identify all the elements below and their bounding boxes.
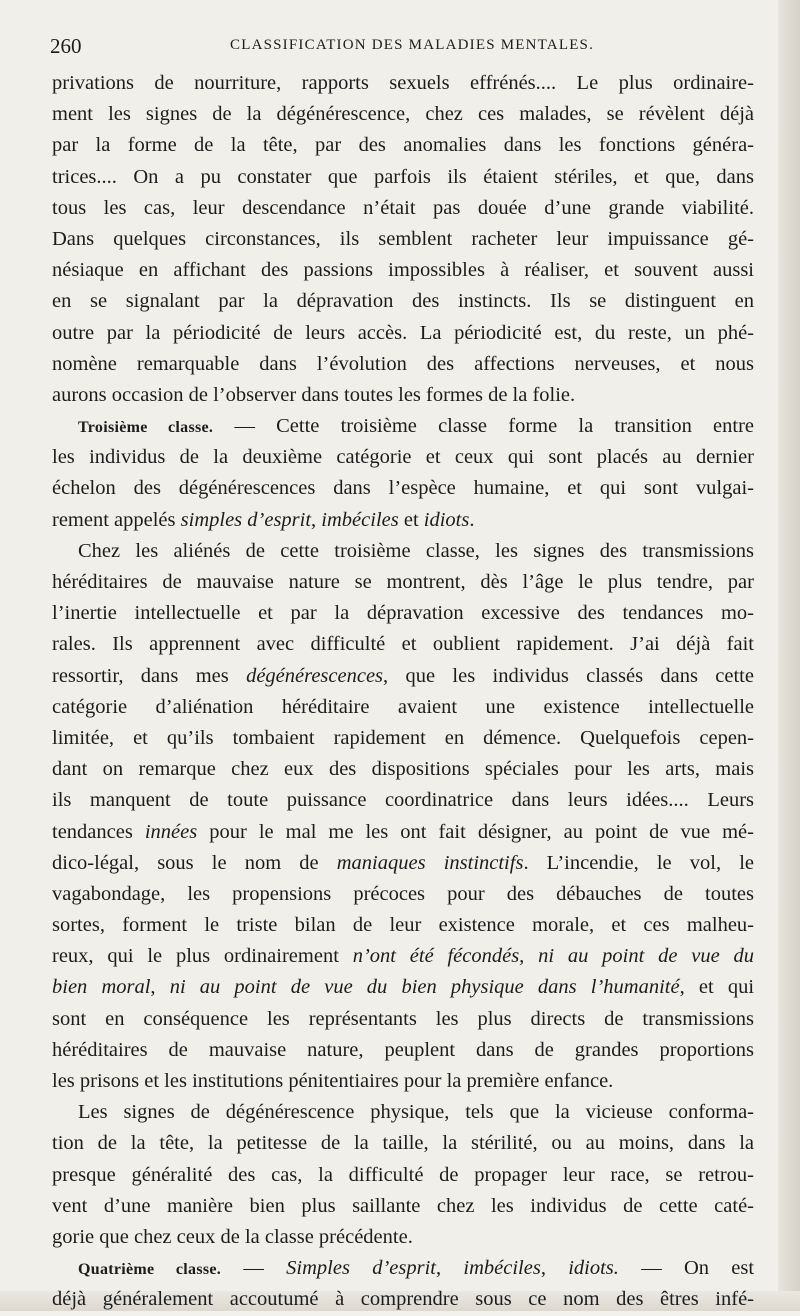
text-fragment: tendances [52, 820, 145, 843]
text-line [52, 505, 754, 536]
text-line [52, 848, 754, 879]
text-line: catégorie d’aliénation héréditaire avaient une existence intellectuelle [52, 695, 754, 718]
text-line: trices.... On a pu constater que parfois ils étaient stériles, et que, dans [52, 165, 754, 188]
text-line: Chez les aliénés de cette troisième classe, les signes des transmissions [78, 539, 754, 562]
text-line: limitée, et qu’ils tombaient rapidement en démence. Quelquefois cepen- [52, 726, 754, 749]
text-line [52, 941, 754, 972]
text-line: Les signes de dégénérescence physique, tels que la vicieuse conforma- [78, 1101, 754, 1124]
text-line: outre par la périodicité de leurs accès. La périodicité est, du reste, un phé- [52, 321, 754, 344]
text-line [52, 661, 754, 692]
text-line: rales. Ils apprennent avec difficulté et oublient rapidement. J’ai déjà fait [52, 633, 754, 656]
text-fragment: — [221, 1257, 287, 1280]
italic-term: Simples d’esprit [286, 1257, 436, 1280]
page-header [50, 34, 750, 60]
italic-term: bien moral [52, 976, 151, 999]
text-line: héréditaires de mauvaise nature se montrent, dès l’âge le plus tendre, par [52, 571, 754, 593]
text-line: privations de nourriture, rapports sexuels effrénés.... Le plus ordinaire- [52, 72, 754, 94]
italic-term: innées [144, 820, 198, 843]
text-line: ment les signes de la dégénérescence, chez ces malades, se révèlent déjà [52, 103, 754, 126]
italic-term: imbéciles [463, 1257, 541, 1280]
text-line: les individus de la deuxième catégorie et ceux qui sont placés au dernier [52, 446, 754, 469]
section-heading-troisieme: Troisième classe. [78, 419, 214, 437]
text-line: nésiaque en affichant des passions impossibles à réaliser, et souvent aussi [52, 259, 754, 282]
text-line: dant on remarque chez eux des dispositions spéciales pour les arts, mais [52, 758, 754, 781]
text-line [52, 817, 754, 848]
text-fragment: , [311, 508, 322, 531]
text-line [52, 972, 754, 1003]
text-fragment: , et qui [679, 976, 755, 999]
italic-term: imbéciles [321, 508, 399, 531]
text-line: vent d’une manière bien plus saillante chez les individus de cette caté- [52, 1194, 754, 1217]
text-line: Dans quelques circonstances, ils semblent racheter leur impuissance gé- [52, 227, 754, 250]
text-fragment: . [469, 508, 475, 531]
text-fragment: , [540, 1257, 569, 1280]
text-fragment: — On est [618, 1257, 755, 1280]
text-line: gorie que chez ceux de la classe précédente. [52, 1225, 413, 1248]
text-line: sont en conséquence les représentants les plus directs de transmissions [52, 1007, 754, 1030]
text-line: héréditaires de mauvaise nature, peuplent dans de grandes proportions [52, 1038, 754, 1061]
body-text [52, 68, 754, 1316]
text-fragment: et [398, 508, 424, 531]
text-line: par la forme de la tête, par des anomalies dans les fonctions généra- [52, 134, 754, 157]
italic-term: simples d’esprit [180, 508, 312, 531]
text-line: tous les cas, leur descendance n’était pas douée d’une grande viabilité. [52, 196, 754, 219]
page-number: 260 [50, 34, 82, 58]
italic-term: maniaques instinctifs [336, 851, 524, 874]
text-line: tion de la tête, la petitesse de la taille, la stérilité, ou au moins, dans la [52, 1132, 754, 1155]
italic-term: ni au point de vue du bien physique dans l’humanité [169, 976, 680, 999]
text-line: les prisons et les institutions pénitentiaires pour la première enfance. [52, 1070, 614, 1092]
text-fragment: rement appelés [52, 508, 181, 531]
text-fragment: . L’incendie, le vol, le [523, 851, 754, 874]
section-heading-line [52, 1253, 754, 1284]
text-fragment: , que les individus classés dans cette [383, 664, 754, 687]
text-fragment: pour le mal me les ont fait désigner, au point de vue mé- [197, 820, 754, 843]
section-heading-line [52, 411, 754, 442]
text-line: vagabondage, les propensions précoces pour des débauches de toutes [52, 882, 754, 905]
italic-term: dégénérescences [246, 664, 384, 687]
text-line: déjà généralement accoutumé à comprendre sous ce nom des êtres infé- [52, 1288, 754, 1311]
text-line: en se signalant par la dépravation des instincts. Ils se distinguent en [52, 290, 754, 313]
page-edge-shadow [778, 0, 800, 1311]
text-fragment: , [150, 976, 170, 999]
section-heading-quatrieme: Quatrième classe. [78, 1261, 222, 1279]
italic-term: idiots. [568, 1257, 619, 1280]
text-line: sortes, forment le triste bilan de leur existence morale, et ces malheu- [52, 914, 754, 937]
text-line: ils manquent de toute puissance coordinatrice dans leurs idées.... Leurs [52, 789, 754, 812]
text-line: l’inertie intellectuelle et par la dépravation excessive des tendances mo- [52, 602, 754, 625]
text-fragment: — Cette troisième classe forme la transition entre [234, 415, 754, 438]
italic-term: n’ont été fécondés, ni au point de vue du [352, 945, 754, 968]
text-fragment: dico-légal, sous le nom de [52, 851, 337, 874]
text-fragment: , [435, 1257, 464, 1280]
running-title: CLASSIFICATION DES MALADIES MENTALES. [230, 37, 595, 53]
text-line: aurons occasion de l’observer dans toutes les formes de la folie. [52, 383, 576, 406]
text-line: échelon des dégénérescences dans l’espèce humaine, et qui sont vulgai- [52, 477, 754, 500]
text-line: presque généralité des cas, la difficulté de propager leur race, se retrou- [52, 1163, 754, 1186]
text-fragment: ressortir, dans mes [52, 664, 247, 687]
italic-term: idiots [423, 508, 470, 531]
text-fragment: reux, qui le plus ordinairement [52, 945, 353, 968]
text-line: nomène remarquable dans l’évolution des affections nerveuses, et nous [52, 352, 754, 375]
